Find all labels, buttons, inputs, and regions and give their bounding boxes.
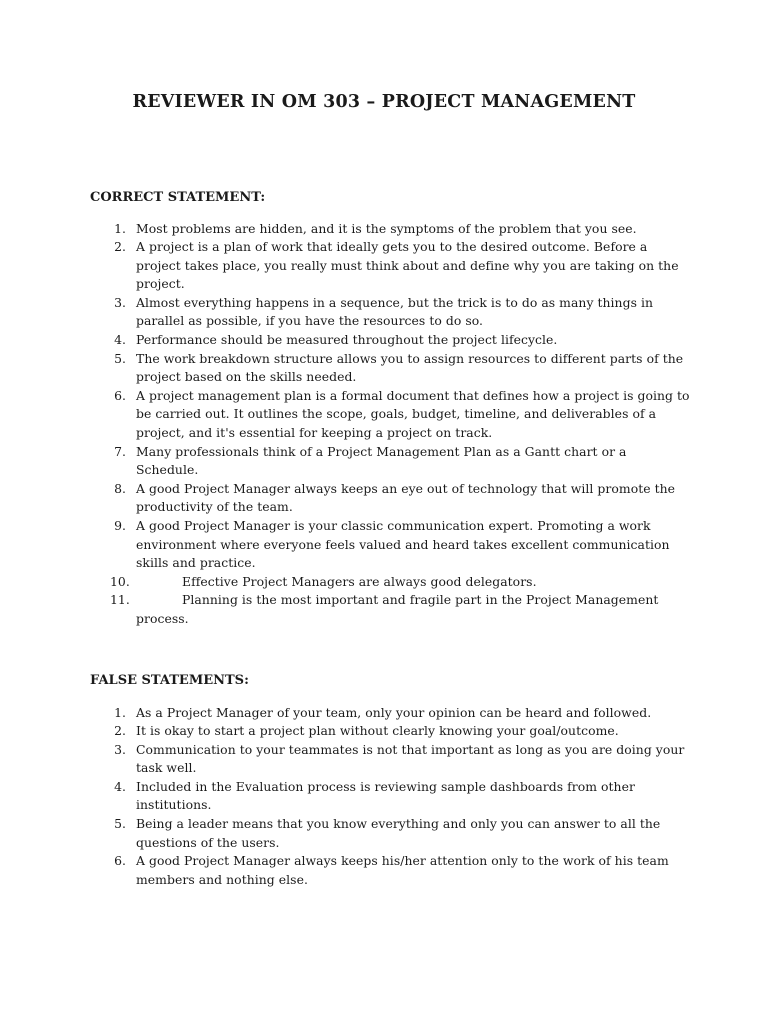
list-item xyxy=(90,294,690,331)
list-item xyxy=(90,852,690,889)
list-item-text: A good Project Manager always keeps an eye out of technology that will promote the productivity of the team. xyxy=(136,480,676,515)
list-item-number: 4. xyxy=(114,332,126,348)
list-item xyxy=(90,238,690,294)
list-item xyxy=(90,573,690,592)
list-item-text: A good Project Manager is your classic communication expert. Promoting a work environment where everyone feels valued and heard takes excellent communication skills and practice. xyxy=(136,518,670,571)
list-item-text: Communication to your teammates is not that important as long as you are doing your task well. xyxy=(136,741,685,776)
list-item-text: A project management plan is a formal document that defines how a project is going to be carried out. It outlines the scope, goals, budget, timeline, and deliverables of a project, and it's essential for keeping a project on track. xyxy=(136,387,690,441)
list-item xyxy=(90,443,690,480)
list-item-number: 11. xyxy=(110,592,130,608)
list-item-text: Almost everything happens in a sequence, but the trick is to do as many things in parallel as possible, if you have the resources to do so. xyxy=(136,294,654,329)
list-item-text: Most problems are hidden, and it is the symptoms of the problem that you see. xyxy=(136,220,637,236)
list-item-number: 5. xyxy=(114,350,126,366)
list-item xyxy=(90,387,690,443)
list-item-number: 6. xyxy=(114,387,126,403)
list-item xyxy=(90,517,690,573)
list-item-number: 3. xyxy=(114,294,126,310)
list-item-text: A project is a plan of work that ideally gets you to the desired outcome. Before a project takes place, you really must think about and define why you are taking on the project. xyxy=(136,239,679,292)
list-item-number: 2. xyxy=(114,723,126,739)
list-item xyxy=(90,331,690,350)
list-item xyxy=(90,220,690,239)
list-item-number: 1. xyxy=(114,704,126,720)
list-item-text: Many professionals think of a Project Management Plan as a Gantt chart or a Schedule. xyxy=(136,443,627,478)
list-item-number: 9. xyxy=(114,518,126,533)
list-item xyxy=(90,778,690,815)
list-item-text: Being a leader means that you know everything and only you can answer to all the questions of the users. xyxy=(136,816,661,850)
list-item-number: 2. xyxy=(114,239,126,255)
correct-statements-list xyxy=(90,220,690,629)
list-item-number: 10. xyxy=(110,573,130,589)
list-item-text: Effective Project Managers are always good delegators. xyxy=(182,573,537,589)
list-item-number: 3. xyxy=(114,741,126,757)
list-item-number: 7. xyxy=(114,443,126,459)
list-item-text: Performance should be measured throughout the project lifecycle. xyxy=(136,332,558,348)
list-item xyxy=(90,741,690,778)
list-item-number: 1. xyxy=(114,220,126,236)
false-statements-list xyxy=(90,704,690,890)
list-item-text: It is okay to start a project plan without clearly knowing your goal/outcome. xyxy=(136,723,619,739)
list-item xyxy=(90,815,690,852)
false-statements-heading: FALSE STATEMENTS: xyxy=(90,673,249,688)
list-item-number: 6. xyxy=(114,853,126,869)
list-item-text: The work breakdown structure allows you to assign resources to different parts of the project based on the skills needed. xyxy=(136,350,684,385)
correct-statements-heading: CORRECT STATEMENT: xyxy=(90,190,266,205)
list-item-number: 8. xyxy=(114,480,126,496)
list-item xyxy=(90,722,690,741)
list-item-text: As a Project Manager of your team, only your opinion can be heard and followed. xyxy=(136,704,652,720)
list-item-number: 5. xyxy=(114,816,126,832)
list-item-text: A good Project Manager always keeps his/her attention only to the work of his team members and nothing else. xyxy=(136,853,669,887)
list-item-text: Planning is the most important and fragile part in the Project Management process. xyxy=(136,592,659,626)
list-item-number: 4. xyxy=(114,778,126,794)
list-item xyxy=(90,704,690,723)
list-item xyxy=(90,350,690,387)
list-item-text: Included in the Evaluation process is reviewing sample dashboards from other institutions. xyxy=(136,778,635,813)
page-title: REVIEWER IN OM 303 – PROJECT MANAGEMENT xyxy=(132,92,636,112)
list-item xyxy=(90,591,690,628)
list-item xyxy=(90,480,690,517)
